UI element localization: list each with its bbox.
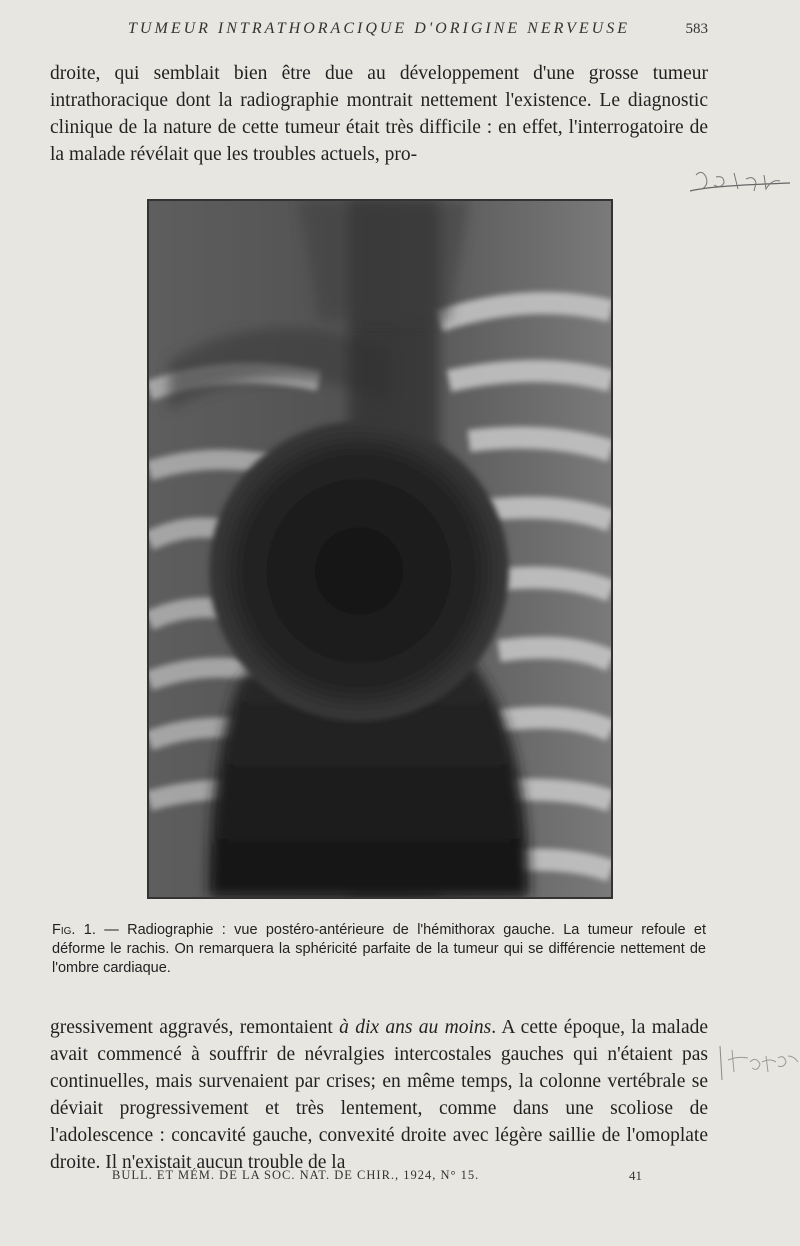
caption-text: — Radiographie : vue postéro-antérieure de l'hémithorax gauche. La tumeur refoule et déforme le rachis. On remarquera la sphéricité parfaite de la tumeur qui se différencie nettement de l'ombre cardiaque.: [52, 922, 706, 976]
page-number: 583: [685, 21, 708, 37]
signature-number: 41: [629, 1168, 642, 1183]
pencil-annotation-icon: [686, 165, 796, 199]
paragraph-bottom-end: . A cette époque, la malade avait commencé à souffrir de névralgies intercostales gauches qui n'étaient pas continuelles, mais survenaient par crises; en même temps, la colonne vertébrale se déviait progressivement et très lentement, comme dans une scoliose de l'adolescence : concavité gauche, convexité droite avec légère saillie de l'omoplate droite. Il n'existait aucun trouble de la: [50, 1017, 708, 1173]
figure-caption: [52, 921, 706, 978]
paragraph-top: droite, qui semblait bien être due au développement d'une grosse tumeur intrathoracique dont la radiographie montrait nettement l'existence. Le diagnostic clinique de la nature de cette tumeur était très difficile : en effet, l'interrogatoire de la malade révélait que les troubles actuels, pro-: [50, 63, 708, 165]
page-footer: BULL. ET MÉM. DE LA SOC. NAT. DE CHIR., 1924, N° 15.: [112, 1168, 480, 1182]
paragraph-bottom-italic: à dix ans au moins: [339, 1017, 492, 1038]
pencil-annotation-icon: [716, 1040, 800, 1084]
radiograph-image: [149, 201, 611, 897]
paragraph-bottom: [50, 1014, 708, 1176]
running-head: TUMEUR INTRATHORACIQUE D'ORIGINE NERVEUSE: [128, 20, 630, 37]
radiograph-figure: [147, 199, 613, 899]
paragraph-bottom-start: gressivement aggravés, remontaient: [50, 1017, 340, 1038]
figure-label: Fig. 1.: [52, 922, 96, 938]
